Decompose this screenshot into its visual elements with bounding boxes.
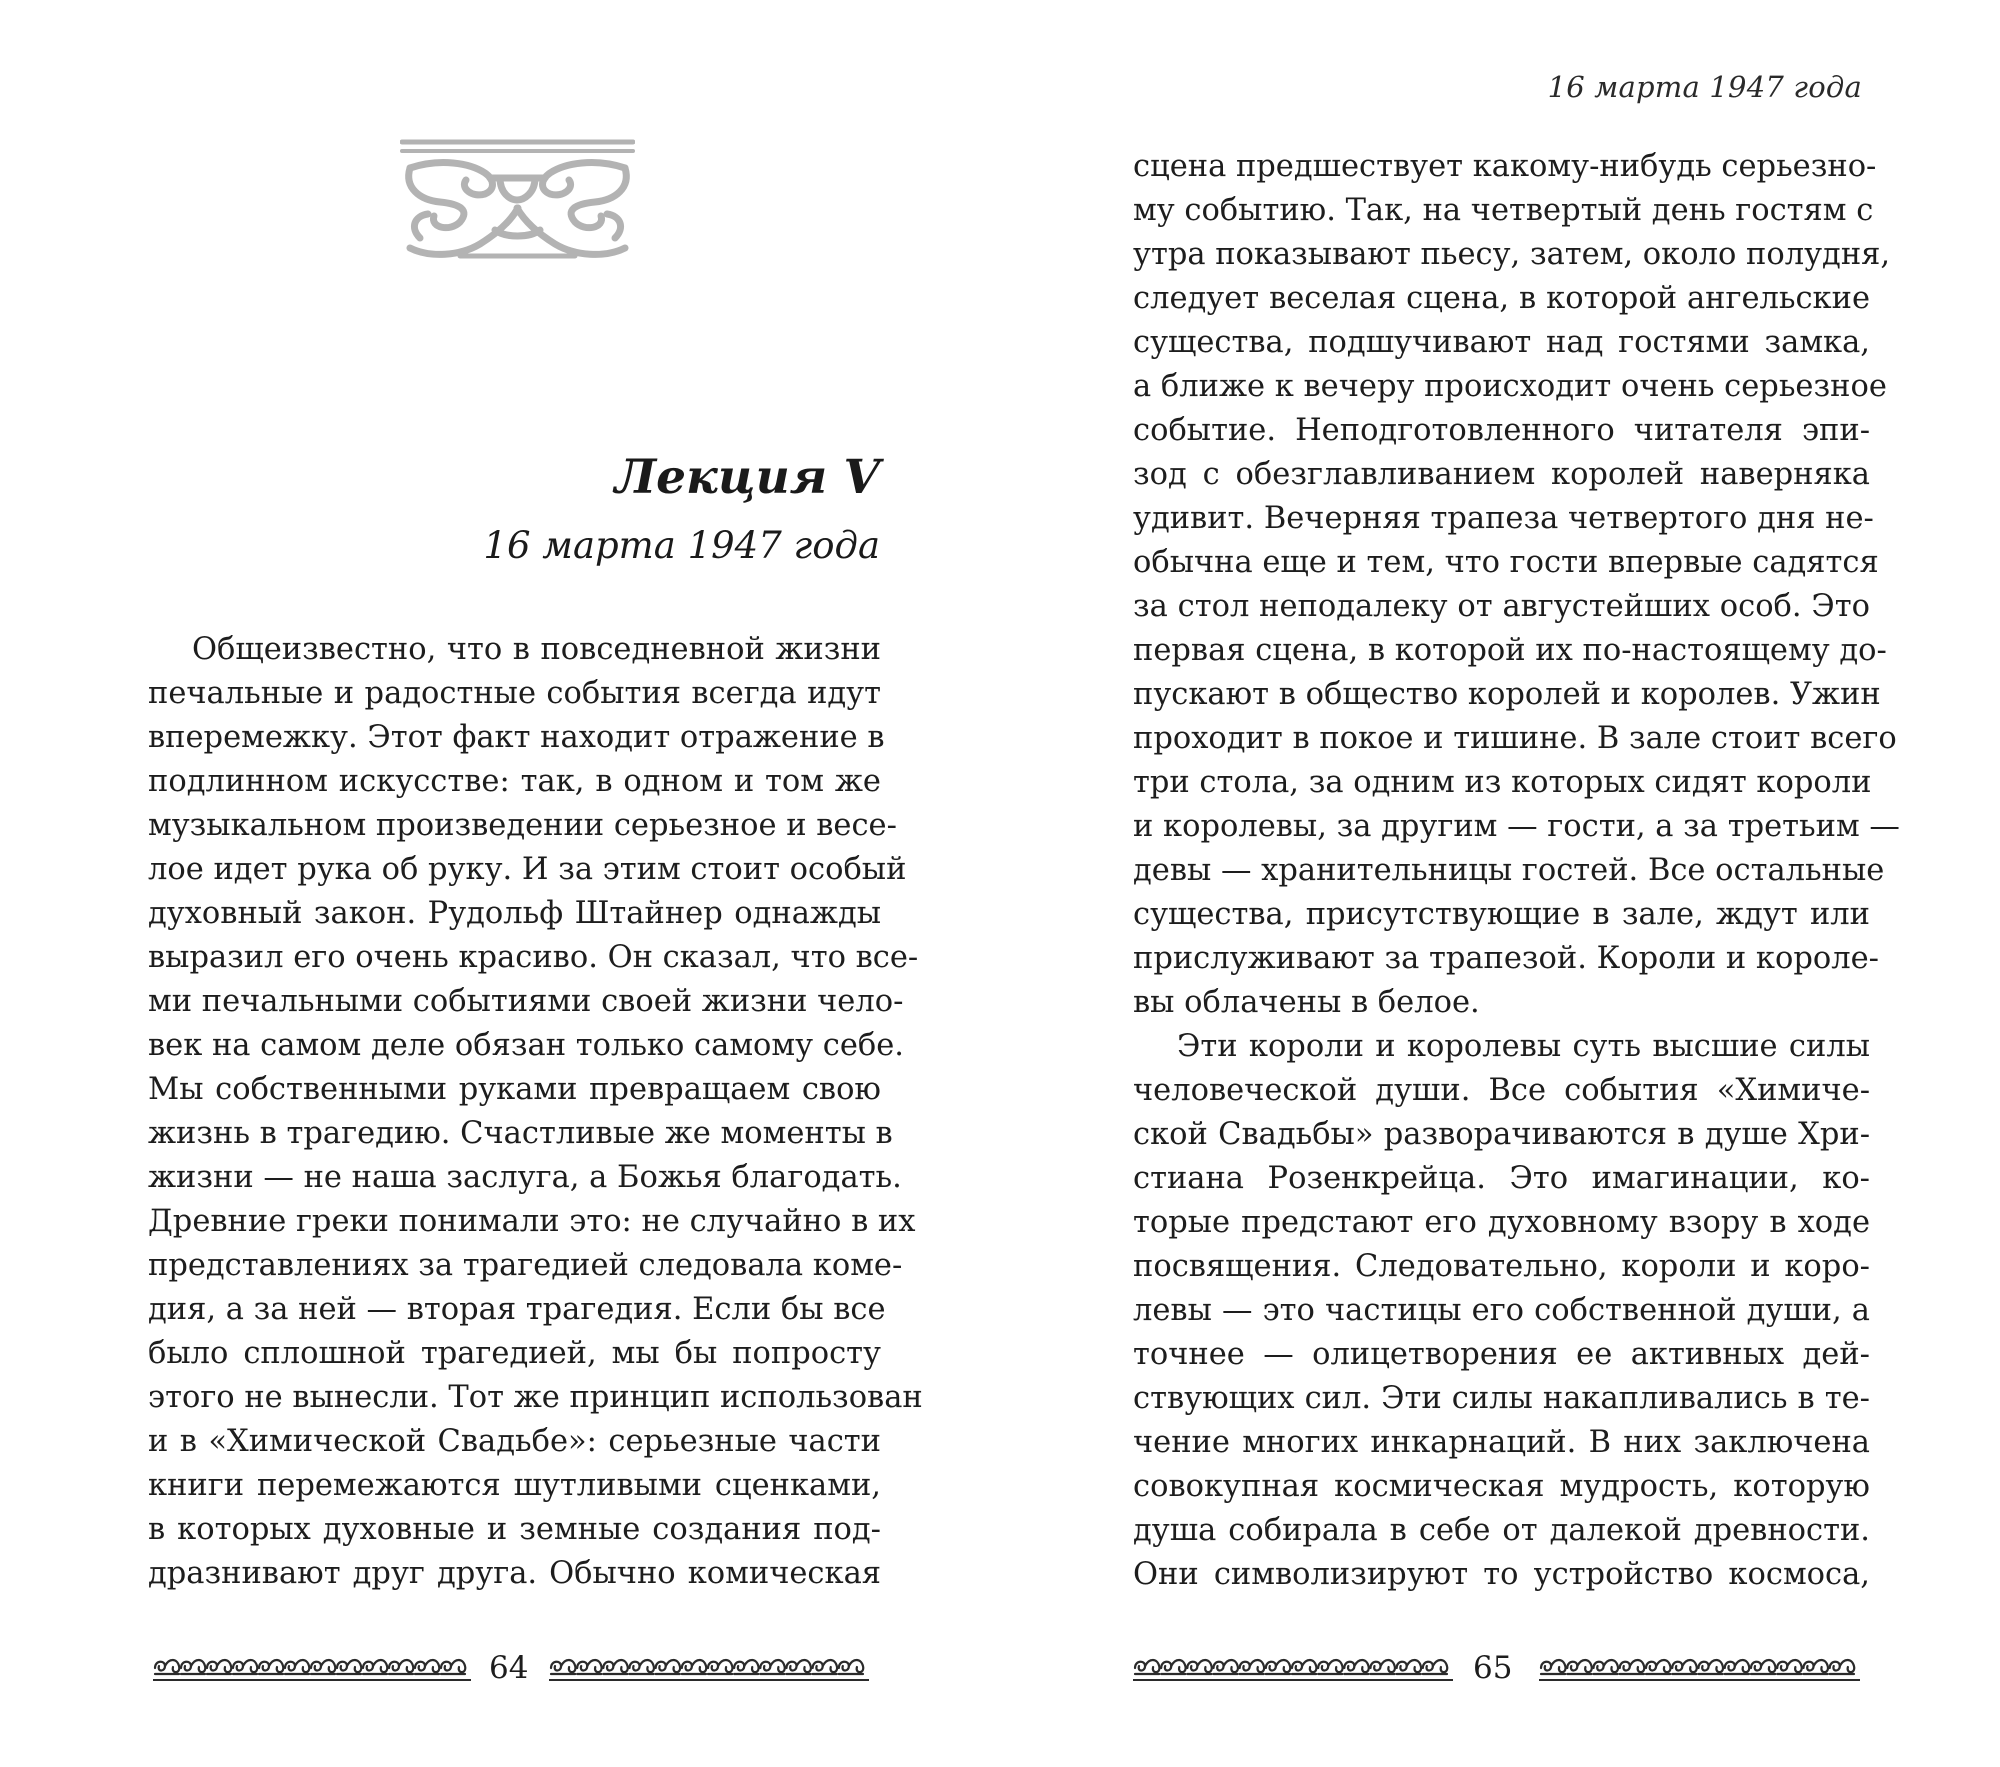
text-line: Древние греки понимали это: не случайно в их	[148, 1204, 916, 1239]
text-line: торые предстают его духовному взору в ходе	[1133, 1205, 1870, 1240]
text-line: пускают в общество королей и королев. Ужин	[1133, 677, 1881, 712]
text-line: левы — это частицы его собственной души, а	[1133, 1293, 1870, 1328]
right-page	[1000, 0, 2000, 1767]
text-line: душа собирала в себе от далекой древности.	[1133, 1513, 1870, 1548]
page-number: 65	[1473, 1650, 1513, 1686]
text-line: вперемежку. Этот факт находит отражение в	[148, 720, 885, 755]
left-page-text	[148, 628, 923, 1596]
text-line: выразил его очень красиво. Он сказал, что все-	[148, 940, 919, 975]
footer-ornament-icon	[1133, 1654, 1453, 1682]
text-line: в которых духовные и земные создания под-	[148, 1512, 881, 1547]
text-line: Они символизируют то устройство космоса,	[1133, 1557, 1870, 1592]
text-line: этого не вынесли. Тот же принцип использован	[148, 1380, 923, 1415]
text-line: духовный закон. Рудольф Штайнер однажды	[148, 896, 881, 931]
right-page-text	[1133, 145, 1900, 1597]
text-line: му событию. Так, на четвертый день гостям с	[1133, 193, 1874, 228]
text-line: лое идет рука об руку. И за этим стоит особый	[148, 852, 907, 887]
text-line: совокупная космическая мудрость, которую	[1133, 1469, 1870, 1504]
text-line: удивит. Вечерняя трапеза четвертого дня не-	[1133, 501, 1874, 536]
text-line: существа, присутствующие в зале, ждут или	[1133, 897, 1870, 932]
text-line: жизни — не наша заслуга, а Божья благодать.	[148, 1160, 902, 1195]
text-line: сцена предшествует какому-нибудь серьезно-	[1133, 149, 1877, 184]
text-line: было сплошной трагедией, мы бы попросту	[148, 1336, 881, 1371]
text-line: три стола, за одним из которых сидят короли	[1133, 765, 1872, 800]
text-line: зод с обезглавливанием королей наверняка	[1133, 457, 1870, 492]
lecture-date: 16 марта 1947 года	[483, 524, 880, 567]
text-line: утра показывают пьесу, затем, около полудня,	[1133, 237, 1891, 272]
text-line: существа, подшучивают над гостями замка,	[1133, 325, 1870, 360]
text-line: обычна еще и тем, что гости впервые садятся	[1133, 545, 1879, 580]
text-line: печальные и радостные события всегда идут	[148, 676, 881, 711]
text-line: дия, а за ней — вторая трагедия. Если бы все	[148, 1292, 886, 1327]
text-line: проходит в покое и тишине. В зале стоит всего	[1133, 721, 1897, 756]
text-line: и в «Химической Свадьбе»: серьезные части	[148, 1424, 881, 1459]
text-line: и королевы, за другим — гости, а за третьим —	[1133, 809, 1900, 844]
text-line: стиана Розенкрейца. Это имагинации, ко-	[1133, 1161, 1870, 1196]
text-line: ской Свадьбы» разворачиваются в душе Хри-	[1133, 1117, 1870, 1152]
right-page-footer	[1133, 1650, 1860, 1690]
text-line: Общеизвестно, что в повседневной жизни	[192, 632, 881, 667]
text-line: жизнь в трагедию. Счастливые же моменты в	[148, 1116, 893, 1151]
running-header: 16 марта 1947 года	[1547, 70, 1862, 104]
text-line: Мы собственными руками превращаем свою	[148, 1072, 881, 1107]
footer-ornament-icon	[153, 1654, 471, 1682]
text-line: человеческой души. Все события «Химиче-	[1133, 1073, 1870, 1108]
text-line: за стол неподалеку от августейших особ. Это	[1133, 589, 1870, 624]
left-page-footer	[153, 1650, 869, 1690]
text-line: точнее — олицетворения ее активных дей-	[1133, 1337, 1870, 1372]
footer-ornament-icon	[1539, 1654, 1860, 1682]
footer-ornament-icon	[549, 1654, 869, 1682]
text-line: а ближе к вечеру происходит очень серьезное	[1133, 369, 1887, 404]
text-line: век на самом деле обязан только самому себе.	[148, 1028, 905, 1063]
lecture-title: Лекция V	[614, 450, 880, 505]
text-line: вы облачены в белое.	[1133, 985, 1480, 1020]
text-line: событие. Неподготовленного читателя эпи-	[1133, 413, 1870, 448]
text-line: посвящения. Следовательно, короли и коро-	[1133, 1249, 1870, 1284]
text-line: чение многих инкарнаций. В них заключена	[1133, 1425, 1870, 1460]
text-line: ствующих сил. Эти силы накапливались в те-	[1133, 1381, 1870, 1416]
text-line: первая сцена, в которой их по-настоящему до-	[1133, 633, 1887, 668]
text-line: прислуживают за трапезой. Короли и короле-	[1133, 941, 1879, 976]
page-number: 64	[489, 1650, 529, 1686]
chapter-ornament	[400, 138, 635, 265]
text-line: подлинном искусстве: так, в одном и том же	[148, 764, 881, 799]
text-line: следует веселая сцена, в которой ангельские	[1133, 281, 1870, 316]
text-line: девы — хранительницы гостей. Все остальные	[1133, 853, 1885, 888]
text-line: представлениях за трагедией следовала коме-	[148, 1248, 903, 1283]
text-line: книги перемежаются шутливыми сценками,	[148, 1468, 881, 1503]
text-line: дразнивают друг друга. Обычно комическая	[148, 1556, 881, 1591]
text-line: ми печальными событиями своей жизни чело-	[148, 984, 904, 1019]
ornament-icon	[400, 138, 635, 265]
text-line: музыкальном произведении серьезное и весе-	[148, 808, 897, 843]
text-line: Эти короли и королевы суть высшие силы	[1177, 1029, 1870, 1064]
